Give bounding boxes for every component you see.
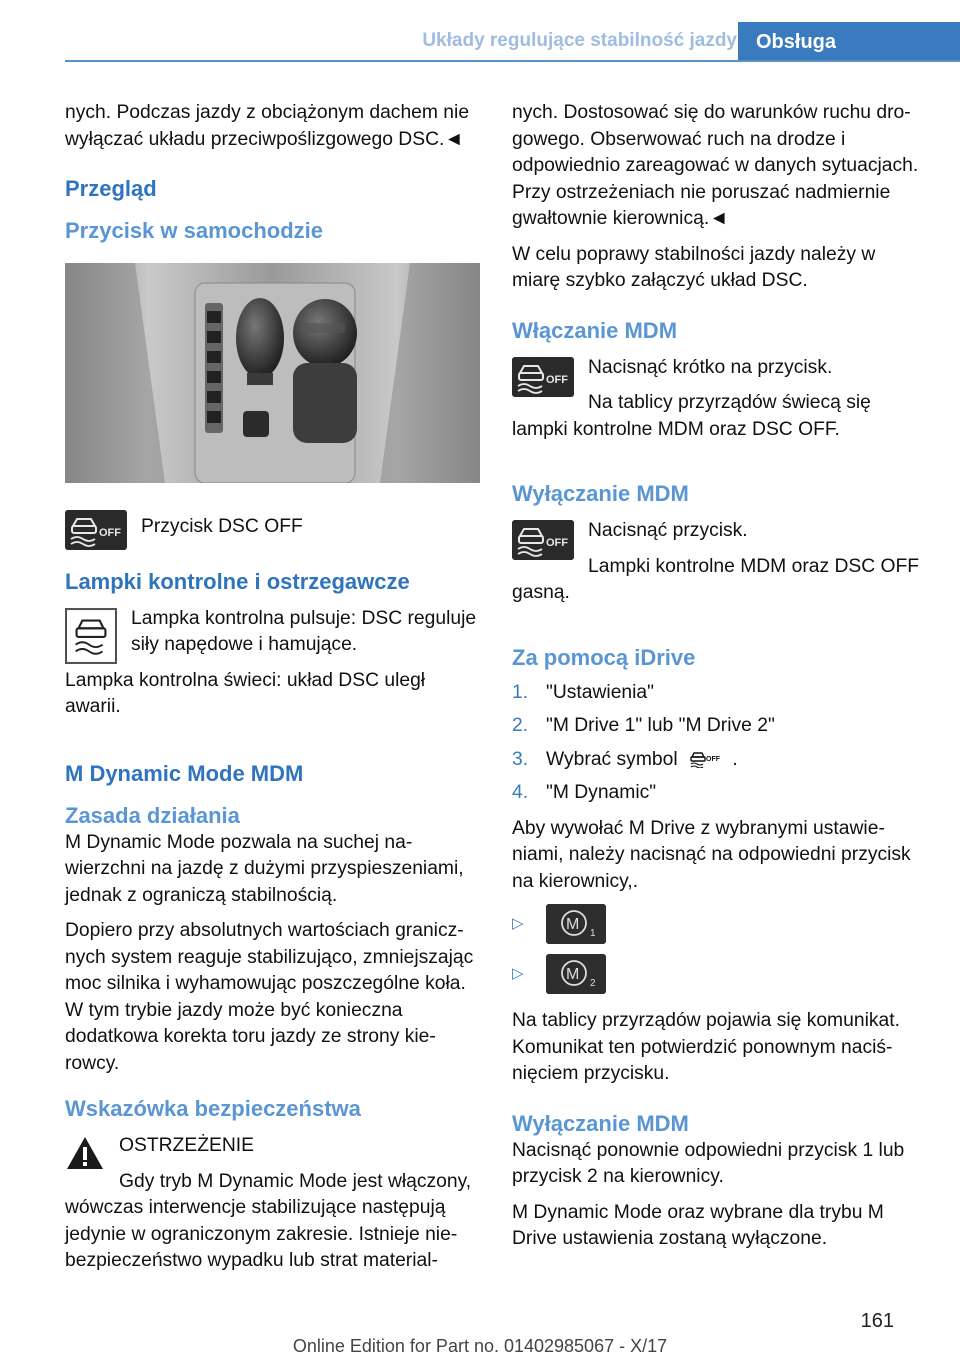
warning-icon	[65, 1135, 105, 1171]
step-text: "M Dynamic"	[546, 782, 657, 803]
svg-text:OFF: OFF	[705, 756, 720, 764]
principle-text-2: Dopiero przy absolutnych wartościach granicznych system reaguje stabilizująco, zmniejszając moc silnika i wyhamowując poszczególne koła. W tym trybie jazdy może być konieczna dodatkowa korekta toru jazdy ze strony kierowcy.	[65, 920, 474, 1074]
step-text: "Ustawienia"	[546, 681, 654, 703]
step-number: 2.	[512, 715, 529, 736]
paragraph-stability: W celu poprawy stabilności jazdy należy w miarę szybko załączyć układ DSC.	[512, 243, 876, 291]
chapter-tab: Obsługa	[738, 22, 960, 62]
paragraph-message: Na tablicy przyrządów pojawia się komunikat. Komunikat ten potwierdzić ponownym naciśnięciem przycisku.	[512, 1010, 900, 1084]
svg-text:M: M	[566, 916, 580, 933]
bullet-glyph: ▷	[512, 964, 524, 982]
svg-text:OFF: OFF	[546, 373, 568, 386]
bullet-m2	[512, 954, 928, 994]
step-number: 3.	[512, 748, 529, 770]
m2-button-icon	[546, 954, 606, 994]
heading-principle: Zasada działania	[65, 802, 240, 828]
warning-title: OSTRZEŻENIE	[119, 1135, 254, 1156]
list-item	[512, 680, 928, 707]
lamp-lit-text: Lampka kontrolna świeci: układ DSC uległ awarii.	[65, 669, 426, 717]
step-number: 1.	[512, 681, 529, 703]
svg-text:1: 1	[590, 928, 596, 939]
paragraph: nych. Dostosować się do warunków ruchu drogowego. Obserwować ruch na drodze i odpowiednio zareagować w danych sytuacjach. Przy ostrzeżeniach nie poruszać nadmiernie gwałtownie kierownicą.◄	[512, 102, 919, 229]
header-rule	[65, 60, 960, 62]
heading-mdm-on: Włączanie MDM	[512, 317, 678, 343]
step-number: 4.	[512, 782, 529, 803]
step-suffix: .	[732, 748, 738, 770]
mdm-off-result-text: Lampki kontrolne MDM oraz DSC OFF gasną.	[512, 555, 920, 603]
bullet-glyph: ▷	[512, 914, 524, 932]
lamp-pulsing-text: Lampka kontrolna pulsuje: DSC reguluje siły napędowe i hamujące.	[131, 607, 477, 655]
step-text: "M Drive 1" lub "M Drive 2"	[546, 715, 775, 736]
dsc-lamp-icon	[65, 608, 117, 664]
dsc-off-symbol-icon	[689, 750, 723, 768]
dsc-off-button-icon	[512, 357, 574, 397]
list-item	[512, 780, 928, 807]
list-item	[512, 747, 928, 774]
svg-text:2: 2	[590, 978, 596, 989]
svg-text:OFF: OFF	[546, 537, 568, 549]
dsc-button-caption: Przycisk DSC OFF	[141, 515, 303, 537]
principle-text-1: M Dynamic Mode pozwala na suchej nawierzchni na jazdę z dużymi przyspieszeniami, jednak z ograniczą stabilnością.	[65, 831, 464, 906]
left-column	[65, 100, 483, 1284]
dsc-off-button-icon	[512, 520, 574, 560]
paragraph: nych. Podczas jazdy z obciążonym dachem nie wyłączać układu przeciwpoślizgowego DSC.◄	[65, 102, 470, 150]
m1-button-icon	[546, 904, 606, 944]
heading-via-idrive: Za pomocą iDrive	[512, 644, 696, 670]
idrive-steps	[512, 680, 928, 807]
section-title: Układy regulujące stabilność jazdy	[422, 30, 737, 51]
heading-button-in-car: Przycisk w samochodzie	[65, 218, 323, 243]
heading-mdm-off-2: Wyłączanie MDM	[512, 1110, 689, 1136]
center-console-photo	[65, 263, 480, 483]
mdm-off-step-text: Nacisnąć przycisk.	[588, 520, 748, 541]
edition-note: Online Edition for Part no. 01402985067 - X/17	[292, 1336, 668, 1356]
heading-indicator-lamps: Lampki kontrolne i ostrzegawcze	[65, 568, 410, 594]
mdm-on-result-text: Na tablicy przyrządów świecą się lampki kontrolne MDM oraz DSC OFF.	[512, 392, 871, 440]
warning-text: Gdy tryb M Dynamic Mode jest włączony, wówczas interwencje stabilizujące następują jedynie w ograniczonym zakresie. Istnieje niebezpieczeństwo wypadku lub strat material-	[65, 1170, 472, 1271]
mdm-on-step-text: Nacisnąć krótko na przycisk.	[588, 356, 833, 378]
heading-safety-note: Wskazówka bezpieczeństwa	[65, 1096, 361, 1121]
heading-m-dynamic-mode: M Dynamic Mode MDM	[65, 760, 304, 786]
heading-overview: Przegląd	[65, 176, 157, 201]
page-number: 161	[860, 1310, 894, 1332]
dsc-off-button-icon	[65, 510, 127, 550]
step-text: Wybrać symbol	[546, 748, 678, 770]
mdm-off2-text-2: M Dynamic Mode oraz wybrane dla trybu M Drive ustawienia zostaną wyłączone.	[512, 1201, 884, 1249]
bullet-m1	[512, 904, 928, 944]
right-column	[512, 100, 928, 1262]
mdm-off2-text-1: Nacisnąć ponownie odpowiedni przycisk 1 lub przycisk 2 na kierownicy.	[512, 1139, 905, 1187]
svg-text:OFF: OFF	[99, 526, 121, 539]
heading-mdm-off: Wyłączanie MDM	[512, 481, 689, 506]
paragraph-call-mdrive: Aby wywołać M Drive z wybranymi ustawieniami, należy nacisnąć na odpowiedni przycisk na kierownicy,.	[512, 817, 911, 892]
list-item	[512, 713, 928, 740]
svg-text:M: M	[566, 966, 580, 983]
page-header	[65, 22, 960, 62]
